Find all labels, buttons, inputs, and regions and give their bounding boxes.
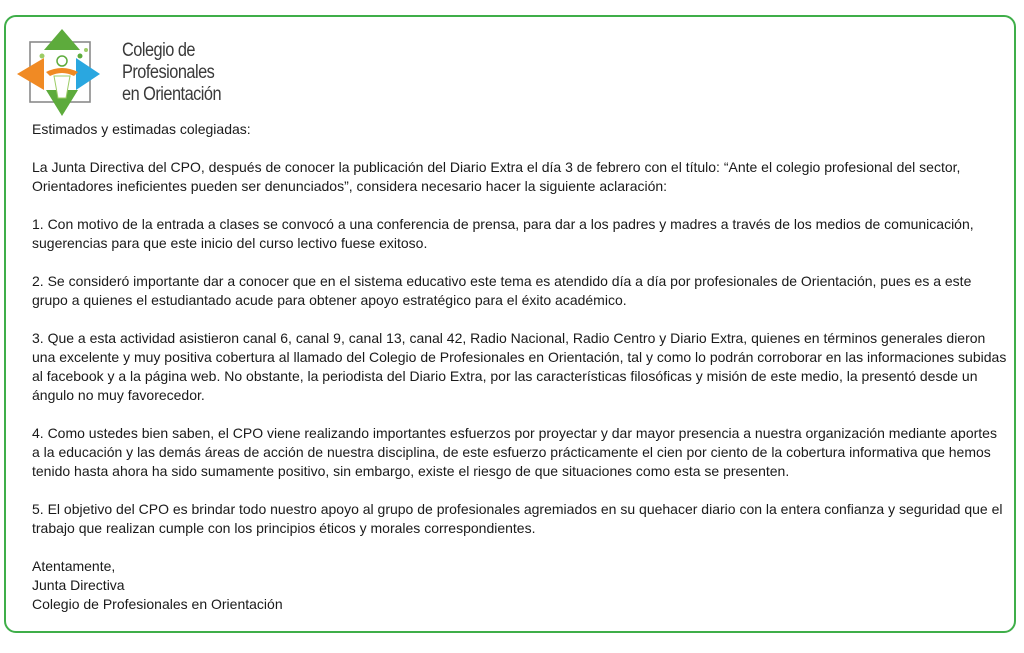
point-1: 1. Con motivo de la entrada a clases se convocó a una conferencia de prensa, para dar a los padres y madres a través de los medios de comunicación, sugerencias para que este inicio del curso lectivo fuese exitoso. <box>32 216 974 251</box>
point-3: 3. Que a esta actividad asistieron canal 6, canal 9, canal 13, canal 42, Radio Nacional, Radio Centro y Diario Extra, quienes en términos generales dieron una excelente y muy positiva cobertura al llamado del Colegio de Profesionales en Orientación, tal y como lo podrán corroborar en las informaciones subidas al facebook y a la página web. No obstante, la periodista del Diario Extra, por las características filosóficas y misión de este medio, la presentó desde un ángulo no muy favorecedor. <box>32 330 1007 403</box>
signer: Junta Directiva <box>32 577 125 593</box>
signoff <box>32 557 1007 614</box>
point-4: 4. Como ustedes bien saben, el CPO viene realizando importantes esfuerzos por proyectar y dar mayor presencia a nuestra organización mediante aportes a la educación y las demás áreas de acción de nuestra disciplina, de este esfuerzo prácticamente el cien por ciento de la cobertura informativa que hemos tenido hasta ahora ha sido sumamente positivo, sin embargo, existe el riesgo de que situaciones como esta se presenten. <box>32 425 997 479</box>
logo-line-3: en Orientación <box>122 84 222 105</box>
letter-body <box>32 120 1007 614</box>
intro-paragraph: La Junta Directiva del CPO, después de conocer la publicación del Diario Extra el día 3 de febrero con el título: “Ante el colegio profesional del sector, Orientadores ineficientes pueden ser denunciados”, considera necesario hacer la siguiente aclaración: <box>32 159 961 194</box>
greeting: Estimados y estimadas colegiadas: <box>32 121 251 137</box>
cpo-logo <box>16 28 222 118</box>
cpo-logo-icon <box>16 28 106 118</box>
logo-wordmark <box>122 40 221 106</box>
organization: Colegio de Profesionales en Orientación <box>32 596 283 612</box>
point-5: 5. El objetivo del CPO es brindar todo nuestro apoyo al grupo de profesionales agremiados en su quehacer diario con la entera confianza y seguridad que el trabajo que realizan cumple con los principios éticos y morales correspondientes. <box>32 501 1003 536</box>
closing: Atentamente, <box>32 558 116 574</box>
logo-line-1: Colegio de <box>122 40 195 61</box>
logo-line-2: Profesionales <box>122 62 215 83</box>
point-2: 2. Se consideró importante dar a conocer que en el sistema educativo este tema es atendido día a día por profesionales de Orientación, pues es a este grupo a quienes el estudiantado acude para obtener apoyo estratégico para el éxito académico. <box>32 273 972 308</box>
